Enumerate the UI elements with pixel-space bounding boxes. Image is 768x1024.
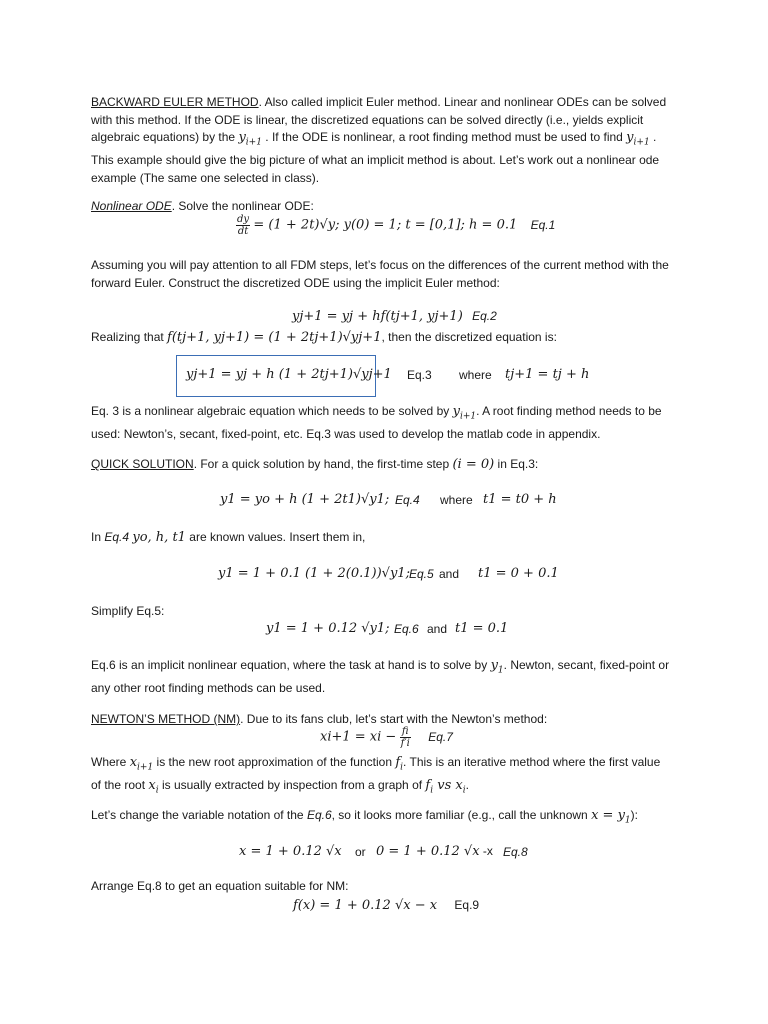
quick-solution-heading: QUICK SOLUTION xyxy=(91,457,194,471)
quick-solution-cond: (i = 0) xyxy=(452,457,495,472)
equation-5 xyxy=(218,566,410,581)
arrange-line: Arrange Eq.8 to get an equation suitable for NM: xyxy=(91,879,349,893)
realizing-pre: Realizing that xyxy=(91,330,168,344)
eq5-and: and xyxy=(439,567,460,581)
newton-text: . Due to its fans club, let’s start with the Newton’s method: xyxy=(240,712,548,726)
eq2-expr: yj+1 = yj + hf(tj+1, yj+1) xyxy=(292,309,463,324)
realizing-line xyxy=(91,329,671,347)
realizing-expr: f(tj+1, yj+1) = (1 + 2tj+1)√yj+1 xyxy=(167,330,382,345)
eq6-label: Eq.6 xyxy=(394,622,419,636)
change-post: , so it looks more familiar (e.g., call the unknown xyxy=(331,808,592,822)
eq4-where: where xyxy=(440,493,473,507)
known-post: are known values. Insert them in, xyxy=(185,530,366,544)
intro-text-2: . If the ODE is nonlinear, a root finding method must be used to find xyxy=(261,130,627,144)
eq6-and: and xyxy=(427,622,448,636)
equation-2 xyxy=(292,309,497,324)
where-var-xi: $x_i$ xyxy=(148,778,159,796)
equation-8 xyxy=(239,844,342,859)
eq8-expr1: x = 1 + 0.12 √x xyxy=(239,844,342,859)
equation-4 xyxy=(220,492,389,507)
eq7-fraction: $\frac{fi}{f'i}$ xyxy=(400,726,410,749)
eq9-expr: f(x) = 1 + 0.12 √x − x xyxy=(293,898,438,913)
where-mid: is the new root approximation of the function xyxy=(153,755,396,769)
intro-var-2: $y_{i+1}$ xyxy=(626,130,650,148)
eq4-label: Eq.4 xyxy=(395,493,420,507)
eq5-expr: y1 = 1 + 0.1 (1 + 2(0.1))√y1; xyxy=(218,566,410,581)
eq8-or: or xyxy=(355,845,366,859)
intro-paragraph xyxy=(91,94,671,187)
equation-3 xyxy=(186,367,392,382)
simplify-line: Simplify Eq.5: xyxy=(91,604,165,618)
where-graph-vars: $f_i$ vs $x_i$ xyxy=(425,778,466,796)
eq8-label: Eq.8 xyxy=(503,845,528,859)
eq3-expr: yj+1 = yj + h (1 + 2tj+1)√yj+1 xyxy=(186,367,392,382)
backward-euler-heading: BACKWARD EULER METHOD xyxy=(91,95,259,109)
eq6-condition: t1 = 0.1 xyxy=(455,621,509,636)
newton-heading: NEWTON’S METHOD (NM) xyxy=(91,712,241,726)
eq6-paragraph-pre: Eq.6 is an implicit nonlinear equation, where the task at hand is to solve by xyxy=(91,658,491,672)
change-eqref: Eq.6 xyxy=(306,808,332,822)
where-paragraph: Where $x_{i+1}$ is the new root approximation of the function $f_i$. This is an iterative method where the first value of the root $x_i$ is usually extracted by inspection from a graph of $f_i$ vs $x_i$. xyxy=(91,755,661,796)
eq9-label: Eq.9 xyxy=(454,898,480,912)
eq6-expr: y1 = 1 + 0.12 √y1; xyxy=(266,621,390,636)
known-pre: In xyxy=(91,530,105,544)
eq8-expr2-wrap xyxy=(376,844,493,859)
eq6-paragraph-var: $y_1$ xyxy=(490,658,504,676)
eq1-rhs: = (1 + 2t)√y; y(0) = 1; t = [0,1]; h = 0.1 xyxy=(253,217,518,233)
eq8-expr2: 0 = 1 + 0.12 √x xyxy=(376,844,480,859)
where-var-fi: $f_i$ xyxy=(395,755,404,773)
eq3-paragraph-var: $y_{i+1}$ xyxy=(452,404,477,422)
quick-solution-line xyxy=(91,456,671,474)
known-vars: yo, h, t1 xyxy=(132,530,186,545)
eq3-label: Eq.3 xyxy=(407,368,432,382)
eq6-paragraph xyxy=(91,657,671,698)
equation-9 xyxy=(293,898,479,913)
change-pre: Let’s change the variable notation of the xyxy=(91,808,307,822)
eq4-expr: y1 = yo + h (1 + 2t1)√y1; xyxy=(220,492,390,507)
change-expr: $x = y_1$ xyxy=(591,808,631,826)
quick-solution-post: in Eq.3: xyxy=(494,457,539,471)
where-mid2: . This is an iterative method where the first value of the root xyxy=(91,755,661,793)
equation-1 xyxy=(236,214,555,237)
quick-solution-text: . For a quick solution by hand, the first-time step xyxy=(193,457,453,471)
eq1-fraction: $\frac{dy}{dt}$ xyxy=(237,214,250,237)
eq7-lhs: xi+1 = xi − xyxy=(320,729,397,745)
eq3-paragraph xyxy=(91,403,671,444)
eq1-label: Eq.1 xyxy=(530,217,556,232)
eq3-where: where xyxy=(459,368,492,382)
eq7-label: Eq.7 xyxy=(428,729,453,744)
intro-text-3: . This example should give the big picture of what an implicit method is about. Let’s work out a nonlinear ode example (The same one selected in class). xyxy=(91,130,660,185)
eq4-condition: t1 = t0 + h xyxy=(483,492,557,507)
eq8-tail: -x xyxy=(482,844,493,858)
change-end: ): xyxy=(630,808,638,822)
eq5-condition: t1 = 0 + 0.1 xyxy=(478,566,559,581)
eq6-paragraph-post: . Newton, secant, fixed-point or any other root finding methods can be used. xyxy=(91,658,670,696)
eq3-paragraph-pre: Eq. 3 is a nonlinear algebraic equation which needs to be solved by xyxy=(91,404,453,418)
eq5-label: Eq.5 xyxy=(409,567,434,581)
known-values-line xyxy=(91,529,671,547)
realizing-post: , then the discretized equation is: xyxy=(381,330,557,344)
assuming-paragraph: Assuming you will pay attention to all FDM steps, let’s focus on the differences of the current method with the forward Euler. Construct the discretized ODE using the implicit Euler method: xyxy=(91,258,669,290)
intro-text-1: . Also called implicit Euler method. Linear and nonlinear ODEs can be solved with this method. If the ODE is linear, the discretized equations can be solved directly (i.e., yields explicit algebraic equations) by the xyxy=(91,95,667,144)
where-var-xi1: $x_{i+1}$ xyxy=(129,755,154,773)
nonlinear-ode-text: . Solve the nonlinear ODE: xyxy=(171,199,314,213)
equation-6 xyxy=(266,621,390,636)
nonlinear-ode-heading: Nonlinear ODE xyxy=(91,199,172,213)
where-mid3: is usually extracted by inspection from a graph of xyxy=(158,778,426,793)
eq2-label: Eq.2 xyxy=(472,309,497,323)
nonlinear-ode-line xyxy=(91,198,671,216)
equation-7 xyxy=(320,726,453,749)
intro-var-1: $y_{i+1}$ xyxy=(238,130,262,148)
known-eqref: Eq.4 xyxy=(104,530,130,544)
where-pre: Where xyxy=(91,755,130,769)
eq3-paragraph-post: . A root finding method needs to be used: Newton’s, secant, fixed-point, etc. Eq.3 was used to develop the matlab code in appendix. xyxy=(91,404,662,442)
eq3-condition: tj+1 = tj + h xyxy=(505,367,590,382)
change-notation-line xyxy=(91,807,671,830)
